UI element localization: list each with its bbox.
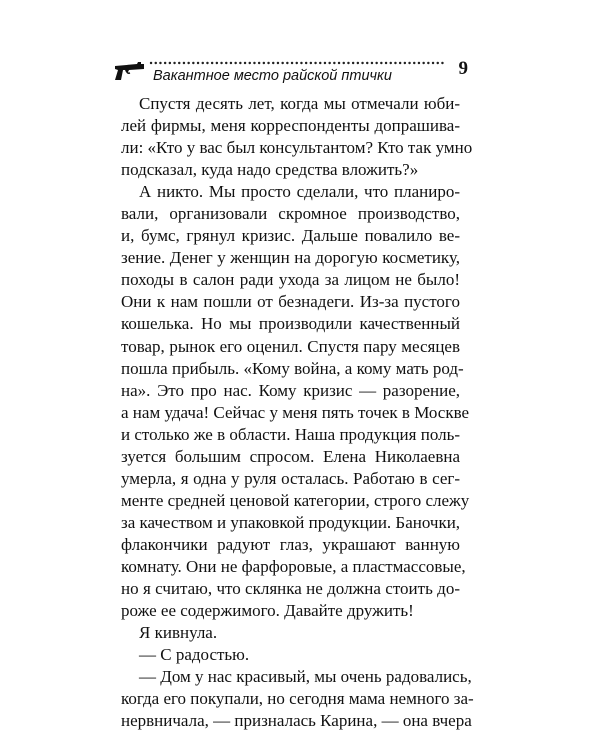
text-line: когда его покупали, но сегодня мама немного за-: [121, 689, 474, 709]
page-number: 9: [458, 58, 468, 79]
body-text: [121, 93, 474, 732]
text-line: кошелька. Но мы производили качественный: [121, 314, 460, 334]
text-line: вали, организовали скромное производство,: [121, 204, 460, 224]
text-line: и столько же в области. Наша продукция поль-: [121, 424, 460, 444]
text-line: зение. Денег у женщин на дорогую косметику,: [121, 248, 460, 268]
text-line: за качеством и упаковкой продукции. Баночки,: [121, 512, 461, 532]
paragraph: [121, 666, 474, 732]
paragraph: [121, 644, 460, 666]
text-line: а нам удача! Сейчас у меня пять точек в Москве: [121, 402, 470, 422]
text-line: нервничала, — призналась Карина, — она вчера: [121, 711, 472, 731]
text-line: Спустя десять лет, когда мы отмечали юби-: [139, 94, 460, 113]
text-line: — С радостью.: [139, 645, 250, 665]
text-line: А никто. Мы просто сделали, что планиро-: [139, 182, 460, 202]
text-line: зуется большим спросом. Елена Николаевна: [121, 446, 460, 466]
text-line: ли: «Кто у вас был консультантом? Кто так умно: [121, 138, 473, 158]
text-line: подсказал, куда надо средства вложить?»: [121, 160, 419, 180]
text-line: походы в салон ради ухода за лицом не было!: [121, 270, 460, 290]
text-line: флакончики радуют глаз, украшают ванную: [121, 534, 460, 554]
paragraph: [121, 181, 470, 622]
text-line: менте средней ценовой категории, строго слежу: [121, 490, 470, 510]
text-line: Я кивнула.: [139, 623, 218, 643]
running-header: [113, 58, 468, 90]
text-line: комнату. Они не фарфоровые, а пластмассовые,: [121, 556, 466, 576]
text-line: и, бумс, грянул кризис. Дальше повалило ве-: [121, 226, 460, 246]
text-line: роже ее содержимого. Давайте дружить!: [121, 601, 414, 621]
text-line: но я считаю, что склянка не должна стоить до-: [121, 579, 460, 599]
text-line: умерла, я одна у руля осталась. Работаю в сег-: [121, 468, 460, 488]
text-line: пошла прибыль. «Кому война, а кому мать род-: [121, 358, 464, 378]
text-line: — Дом у нас красивый, мы очень радовались,: [139, 667, 472, 687]
text-line: лей фирмы, меня корреспонденты допрашива-: [121, 116, 460, 136]
running-title: Вакантное место райской птички: [153, 68, 392, 84]
revolver-icon: [113, 60, 147, 82]
text-line: на». Это про нас. Кому кризис — разорение,: [121, 380, 460, 400]
text-line: Они к нам пошли от безнадеги. Из-за пустого: [121, 292, 460, 312]
paragraph: [121, 93, 473, 181]
dotted-rule: [149, 60, 449, 66]
text-line: товар, рынок его оценил. Спустя пару месяцев: [121, 336, 460, 356]
paragraph: [121, 622, 460, 644]
